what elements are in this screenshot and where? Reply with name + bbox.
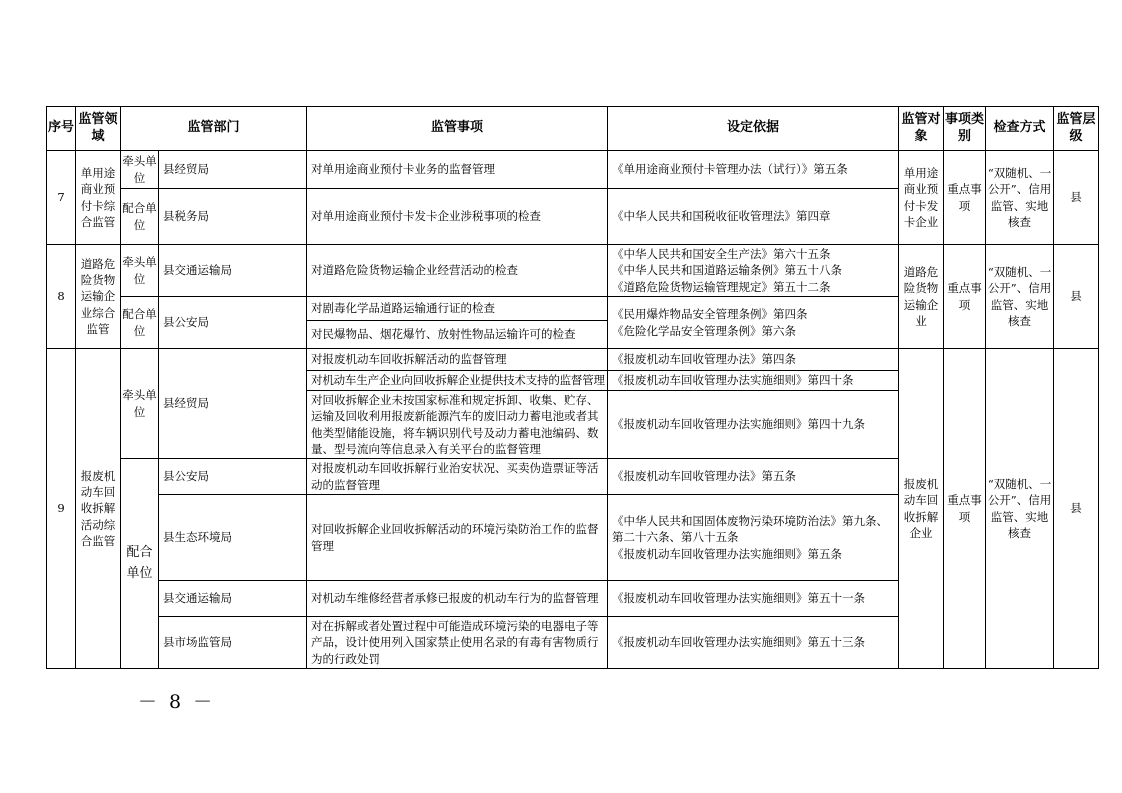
role-cell: 牵头单位 bbox=[121, 245, 159, 297]
category-cell: 重点事项 bbox=[944, 245, 986, 349]
table-row bbox=[47, 245, 1099, 297]
dept-cell: 县交通运输局 bbox=[159, 581, 307, 617]
matter-cell: 对剧毒化学品道路运输通行证的检查 bbox=[307, 297, 608, 321]
supervision-table bbox=[46, 106, 1099, 669]
page-number: － 8 － bbox=[138, 691, 216, 713]
dept-cell: 县交通运输局 bbox=[159, 245, 307, 297]
header-matter: 监管事项 bbox=[307, 107, 608, 151]
basis-cell: 《单用途商业预付卡管理办法（试行）》第五条 bbox=[608, 151, 899, 189]
matter-cell: 对民爆物品、烟花爆竹、放射性物品运输许可的检查 bbox=[307, 321, 608, 349]
level-cell: 县 bbox=[1054, 349, 1099, 669]
matter-cell: 对单用途商业预付卡发卡企业涉税事项的检查 bbox=[307, 189, 608, 245]
object-cell: 报废机动车回收拆解企业 bbox=[899, 349, 944, 669]
header-method: 检查方式 bbox=[986, 107, 1054, 151]
seq-cell: 9 bbox=[47, 349, 76, 669]
object-cell: 道路危险货物运输企业 bbox=[899, 245, 944, 349]
dept-cell: 县公安局 bbox=[159, 297, 307, 349]
basis-cell: 《中华人民共和国税收征收管理法》第四章 bbox=[608, 189, 899, 245]
dept-cell: 县经贸局 bbox=[159, 151, 307, 189]
header-row bbox=[47, 107, 1099, 151]
header-category: 事项类别 bbox=[944, 107, 986, 151]
matter-cell: 对回收拆解企业回收拆解活动的环境污染防治工作的监督管理 bbox=[307, 495, 608, 581]
role-cell: 配合单位 bbox=[121, 459, 159, 669]
basis-cell: 《报废机动车回收管理办法实施细则》第四十条 bbox=[608, 371, 899, 391]
header-basis: 设定依据 bbox=[608, 107, 899, 151]
matter-cell: 对单用途商业预付卡业务的监督管理 bbox=[307, 151, 608, 189]
dept-cell: 县经贸局 bbox=[159, 349, 307, 459]
level-cell: 县 bbox=[1054, 151, 1099, 245]
basis-cell: 《报废机动车回收管理办法》第五条 bbox=[608, 459, 899, 495]
method-cell: “双随机、一公开”、信用监管、实地核查 bbox=[986, 151, 1054, 245]
dept-cell: 县公安局 bbox=[159, 459, 307, 495]
dept-cell: 县生态环境局 bbox=[159, 495, 307, 581]
basis-cell: 《报废机动车回收管理办法实施细则》第五十一条 bbox=[608, 581, 899, 617]
role-cell: 牵头单位 bbox=[121, 349, 159, 459]
header-seq: 序号 bbox=[47, 107, 76, 151]
method-cell: “双随机、一公开”、信用监管、实地核查 bbox=[986, 245, 1054, 349]
matter-cell: 对机动车生产企业向回收拆解企业提供技术支持的监督管理 bbox=[307, 371, 608, 391]
role-cell: 配合单位 bbox=[121, 189, 159, 245]
header-object: 监管对象 bbox=[899, 107, 944, 151]
header-dept: 监管部门 bbox=[121, 107, 307, 151]
basis-cell: 《中华人民共和国安全生产法》第六十五条 《中华人民共和国道路运输条例》第五十八条 《道路危险货物运输管理规定》第五十二条 bbox=[608, 245, 899, 297]
header-domain: 监管领域 bbox=[76, 107, 121, 151]
role-cell: 配合单位 bbox=[121, 297, 159, 349]
seq-cell: 8 bbox=[47, 245, 76, 349]
matter-cell: 对报废机动车回收拆解活动的监督管理 bbox=[307, 349, 608, 371]
domain-cell: 道路危险货物运输企业综合监管 bbox=[76, 245, 121, 349]
basis-cell: 《报废机动车回收管理办法实施细则》第四十九条 bbox=[608, 391, 899, 459]
matter-cell: 对机动车维修经营者承修已报废的机动车行为的监督管理 bbox=[307, 581, 608, 617]
matter-cell: 对在拆解或者处置过程中可能造成环境污染的电器电子等产品，设计使用列入国家禁止使用名录的有毒有害物质行为的行政处罚 bbox=[307, 617, 608, 669]
category-cell: 重点事项 bbox=[944, 349, 986, 669]
matter-cell: 对回收拆解企业未按国家标准和规定拆卸、收集、贮存、运输及回收利用报废新能源汽车的废旧动力蓄电池或者其他类型储能设施，将车辆识别代号及动力蓄电池编码、数量、型号流向等信息录入有关平台的监督管理 bbox=[307, 391, 608, 459]
domain-cell: 报废机动车回收拆解活动综合监管 bbox=[76, 349, 121, 669]
object-cell: 单用途商业预付卡发卡企业 bbox=[899, 151, 944, 245]
basis-cell: 《民用爆炸物品安全管理条例》第四条 《危险化学品安全管理条例》第六条 bbox=[608, 297, 899, 349]
basis-cell: 《中华人民共和国固体废物污染环境防治法》第九条、第二十六条、第八十五条 《报废机动车回收管理办法实施细则》第五条 bbox=[608, 495, 899, 581]
header-level: 监管层级 bbox=[1054, 107, 1099, 151]
basis-cell: 《报废机动车回收管理办法》第四条 bbox=[608, 349, 899, 371]
seq-cell: 7 bbox=[47, 151, 76, 245]
level-cell: 县 bbox=[1054, 245, 1099, 349]
table-row bbox=[47, 349, 1099, 371]
domain-cell: 单用途商业预付卡综合监管 bbox=[76, 151, 121, 245]
role-cell: 牵头单位 bbox=[121, 151, 159, 189]
category-cell: 重点事项 bbox=[944, 151, 986, 245]
matter-cell: 对道路危险货物运输企业经营活动的检查 bbox=[307, 245, 608, 297]
table-row bbox=[47, 151, 1099, 189]
matter-cell: 对报废机动车回收拆解行业治安状况、买卖伪造票证等活动的监督管理 bbox=[307, 459, 608, 495]
basis-cell: 《报废机动车回收管理办法实施细则》第五十三条 bbox=[608, 617, 899, 669]
dept-cell: 县市场监管局 bbox=[159, 617, 307, 669]
dept-cell: 县税务局 bbox=[159, 189, 307, 245]
method-cell: “双随机、一公开”、信用监管、实地核查 bbox=[986, 349, 1054, 669]
